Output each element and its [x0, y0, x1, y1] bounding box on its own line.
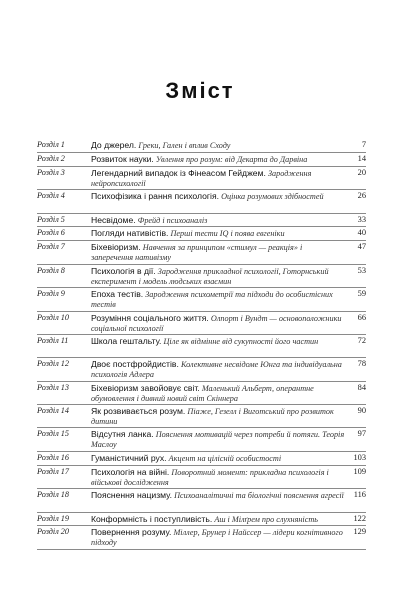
chapter-label: Розділ 17	[37, 466, 69, 476]
chapter-label: Розділ 3	[37, 167, 65, 177]
chapter-label: Розділ 4	[37, 191, 65, 201]
chapter-subtitle: Колективне несвідоме Юнга та індивідуальна психологія Адлера	[91, 360, 342, 380]
chapter-subtitle: Поворотний момент: прикладна психологія і військові дослідження	[91, 467, 329, 487]
chapter-subtitle: Навчення за принципом «стимул — реакція» і заперечення нативізму	[91, 243, 303, 263]
chapter-subtitle: Маленький Альберт, оперантне обумовлення і дивний новий світ Скіннера	[91, 383, 314, 403]
chapter-subtitle: Аш і Мілґрем про слухняність	[214, 514, 318, 524]
chapter-title	[91, 428, 346, 450]
page-number: 26	[357, 191, 366, 201]
chapter-label: Розділ 19	[37, 513, 69, 523]
page-number: 40	[357, 228, 366, 238]
chapter-title	[91, 452, 346, 464]
chapter-label: Розділ 20	[37, 527, 69, 537]
chapter-title	[91, 153, 346, 165]
chapter-label: Розділ 6	[37, 228, 65, 238]
chapter-main-title: Психологія в дії.	[91, 265, 156, 276]
chapter-subtitle: Пояснення мотивацій через потреби й потяги. Теорія Маслоу	[91, 430, 345, 450]
chapter-main-title: Конформність і поступливість.	[91, 513, 213, 524]
chapter-label: Розділ 12	[37, 359, 69, 369]
chapter-title	[91, 214, 346, 226]
chapter-title	[91, 526, 346, 548]
toc-entry	[37, 382, 366, 405]
chapter-subtitle: Увлення про розум: від Декарта до Дарвіна	[155, 154, 308, 164]
chapter-main-title: Несвідоме.	[91, 214, 136, 225]
chapter-main-title: Пояснення нацизму.	[91, 490, 172, 501]
chapter-main-title: Розвиток науки.	[91, 153, 154, 164]
toc-entry	[37, 335, 366, 358]
toc-entry	[37, 428, 366, 451]
chapter-main-title: Повернення розуму.	[91, 527, 172, 538]
chapter-subtitle: Оцінка розумових здібностей	[221, 192, 324, 202]
chapter-title	[91, 241, 346, 263]
toc-entry	[37, 489, 366, 512]
chapter-label: Розділ 13	[37, 382, 69, 392]
page-number: 7	[361, 140, 366, 149]
chapter-title	[91, 358, 346, 380]
page-number: 109	[353, 466, 366, 476]
chapter-title	[91, 466, 346, 488]
chapter-title	[91, 489, 346, 501]
chapter-main-title: Двоє постфройдистів.	[91, 359, 179, 370]
chapter-subtitle: Перші тести IQ і поява евгеніки	[170, 229, 285, 239]
toc-entry	[37, 513, 366, 527]
page-number: 97	[357, 429, 366, 439]
page-number: 84	[357, 382, 366, 392]
page-number: 90	[357, 406, 366, 416]
toc-entry	[37, 139, 366, 153]
chapter-label: Розділ 16	[37, 452, 69, 462]
chapter-subtitle: Зародження психометрії та підходи до особистісних тестів	[91, 290, 333, 310]
chapter-subtitle: Піаже, Гезелл і Виготський про розвиток дитини	[91, 407, 334, 427]
chapter-title	[91, 227, 346, 239]
toc-entry	[37, 265, 366, 288]
toc-entry	[37, 214, 366, 228]
chapter-label: Розділ 5	[37, 214, 65, 224]
chapter-title	[91, 405, 346, 427]
chapter-title	[91, 312, 346, 334]
toc-entry	[37, 167, 366, 190]
chapter-subtitle: Греки, Гален і вплив Сходу	[138, 141, 231, 150]
chapter-main-title: Біхевіоризм завойовує світ.	[91, 382, 200, 393]
chapter-label: Розділ 11	[37, 335, 69, 345]
page-number: 103	[353, 452, 366, 462]
chapter-label: Розділ 10	[37, 312, 69, 322]
toc-entry	[37, 190, 366, 213]
chapter-main-title: Біхевіоризм.	[91, 242, 141, 253]
toc-entry	[37, 405, 366, 428]
chapter-label: Розділ 7	[37, 242, 65, 252]
chapter-title	[91, 288, 346, 310]
chapter-main-title: Відсутня ланка.	[91, 429, 154, 440]
chapter-main-title: Гуманістичний рух.	[91, 452, 167, 463]
page-number: 78	[357, 359, 366, 369]
chapter-title	[91, 139, 346, 151]
chapter-label: Розділ 8	[37, 265, 65, 275]
toc-entry	[37, 312, 366, 335]
page-number: 53	[357, 265, 366, 275]
chapter-subtitle: Зародження прикладної психології, Готорнський експеримент і модель людських взаємин	[91, 266, 329, 286]
chapter-subtitle: Фрейд і психоаналіз	[137, 215, 208, 225]
page-number: 47	[357, 242, 366, 252]
chapter-main-title: Як розвивається розум.	[91, 406, 186, 417]
chapter-main-title: Школа гештальту.	[91, 335, 162, 346]
chapter-label: Розділ 15	[37, 429, 69, 439]
chapter-title	[91, 190, 346, 202]
toc-entry	[37, 526, 366, 549]
toc-entry	[37, 241, 366, 264]
page-number: 116	[353, 490, 366, 500]
page-number: 66	[357, 312, 366, 322]
page-number: 72	[357, 335, 366, 345]
chapter-title	[91, 382, 346, 404]
page-number: 20	[357, 167, 366, 177]
toc-entry	[37, 227, 366, 241]
chapter-subtitle: Акцент на цілісній особистості	[168, 453, 282, 463]
chapter-subtitle: Олпорт і Вундт — основоположники соціальної психології	[91, 313, 342, 333]
toc-entry	[37, 466, 366, 489]
chapter-main-title: До джерел.	[91, 140, 137, 150]
chapter-label: Розділ 1	[37, 140, 65, 149]
chapter-main-title: Легендарний випадок із Фінеасом Гейджем.	[91, 167, 266, 178]
page-number: 14	[357, 153, 366, 163]
page-number: 129	[353, 527, 366, 537]
toc-entry	[37, 288, 366, 311]
page-number: 59	[357, 289, 366, 299]
chapter-main-title: Психологія на війні.	[91, 466, 170, 477]
chapter-subtitle: Міллер, Брунер і Найссер — лідери когнітивного підходу	[91, 528, 343, 548]
chapter-label: Розділ 9	[37, 289, 65, 299]
chapter-subtitle: Зародження нейропсихології	[91, 168, 312, 188]
chapter-subtitle: Ціле як відмінне від сукупності його частин	[163, 336, 319, 346]
chapter-title	[91, 513, 346, 525]
toc-entry	[37, 153, 366, 167]
chapter-label: Розділ 2	[37, 153, 65, 163]
page-title: Зміст	[165, 78, 235, 103]
toc-entry	[37, 452, 366, 466]
chapter-title	[91, 265, 346, 287]
page-number: 122	[353, 513, 366, 523]
table-of-contents	[37, 139, 366, 550]
chapter-label: Розділ 14	[37, 406, 69, 416]
chapter-subtitle: Психоаналітичні та біологічні пояснення агресії	[174, 491, 344, 501]
chapter-main-title: Епоха тестів.	[91, 289, 144, 300]
page-number: 33	[357, 214, 366, 224]
chapter-title	[91, 335, 346, 347]
chapter-title	[91, 167, 346, 189]
chapter-main-title: Погляди нативістів.	[91, 228, 169, 239]
chapter-main-title: Розуміння соціального життя.	[91, 312, 209, 323]
chapter-label: Розділ 18	[37, 490, 69, 500]
toc-entry	[37, 358, 366, 381]
chapter-main-title: Психофізика і рання психологія.	[91, 191, 219, 202]
